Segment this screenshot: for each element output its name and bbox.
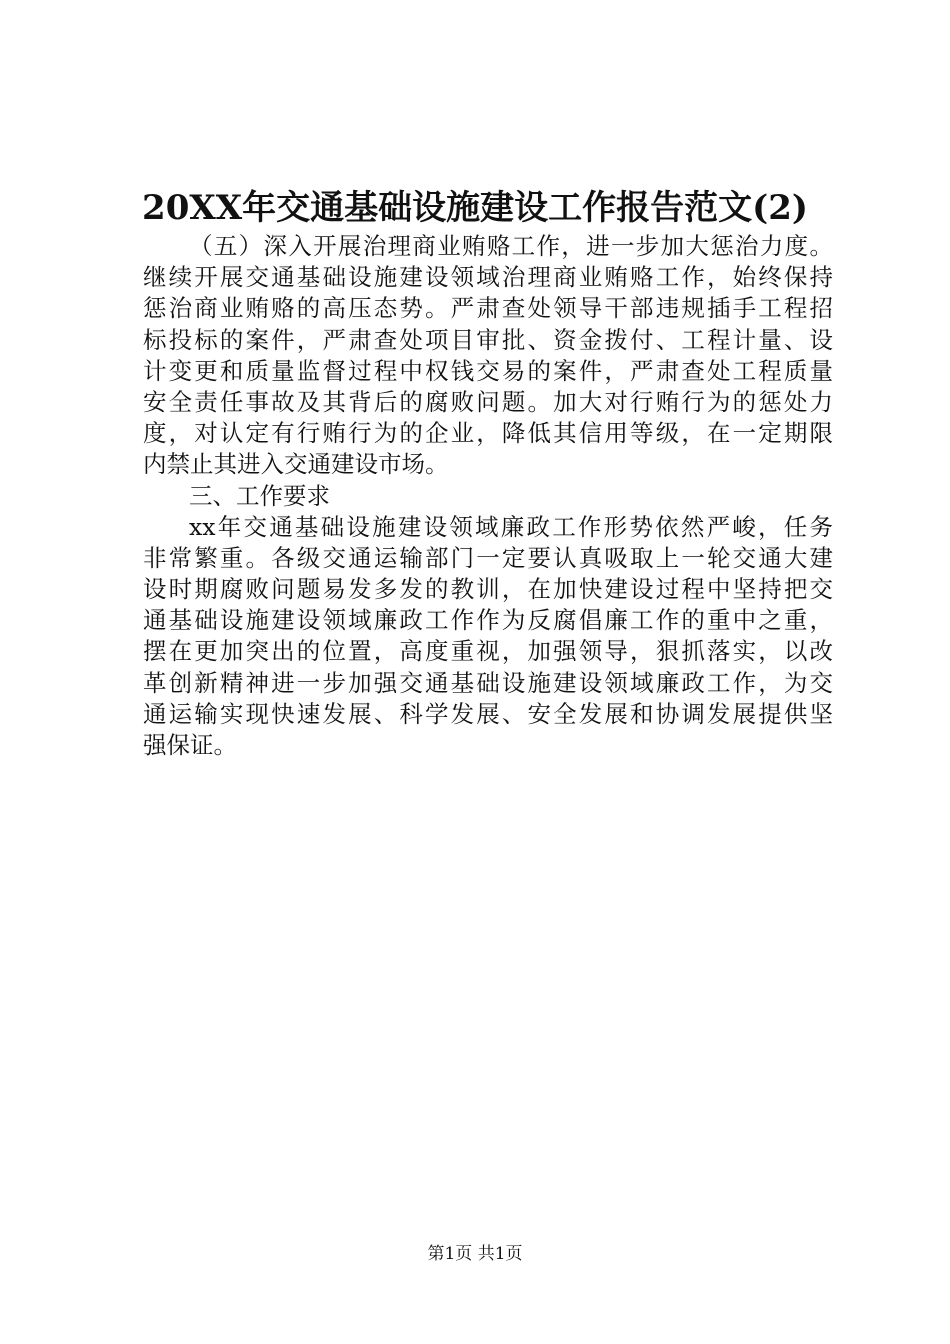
document-body [143,231,833,761]
paragraph-line: 非常繁重。各级交通运输部门一定要认真吸取上一轮交通大建 [143,543,833,572]
paragraph-line: 强保证。 [143,731,237,759]
paragraph-line: 通基础设施建设领域廉政工作作为反腐倡廉工作的重中之重， [143,606,833,635]
paragraph-line: 设时期腐败问题易发多发的教训，在加快建设过程中坚持把交 [143,575,833,604]
paragraph-line: 通运输实现快速发展、科学发展、安全发展和协调发展提供坚 [143,699,833,728]
paragraph-line: 安全责任事故及其背后的腐败问题。加大对行贿行为的惩处力 [143,387,833,416]
section-heading: 三、工作要求 [189,481,330,510]
paragraph-line: 惩治商业贿赂的高压态势。严肃查处领导干部违规插手工程招 [143,294,833,323]
paragraph-line: 计变更和质量监督过程中权钱交易的案件，严肃查处工程质量 [143,356,833,385]
paragraph-line: 革创新精神进一步加强交通基础设施建设领域廉政工作，为交 [143,668,833,697]
paragraph-line: 继续开展交通基础设施建设领域治理商业贿赂工作，始终保持 [143,263,833,292]
paragraph-line: 摆在更加突出的位置，高度重视，加强领导，狠抓落实，以改 [143,637,833,666]
document-title: 20XX年交通基础设施建设工作报告范文(2) [142,188,808,228]
paragraph-line: xx年交通基础设施建设领域廉政工作形势依然严峻，任务 [189,512,833,541]
page-number: 第1页 共1页 [427,1244,523,1264]
paragraph-line: 标投标的案件，严肃查处项目审批、资金拨付、工程计量、设 [143,325,833,354]
paragraph-line: 度，对认定有行贿行为的企业，降低其信用等级，在一定期限 [143,419,833,448]
paragraph-line: （五）深入开展治理商业贿赂工作，进一步加大惩治力度。 [189,232,833,260]
paragraph-line: 内禁止其进入交通建设市场。 [143,450,449,479]
